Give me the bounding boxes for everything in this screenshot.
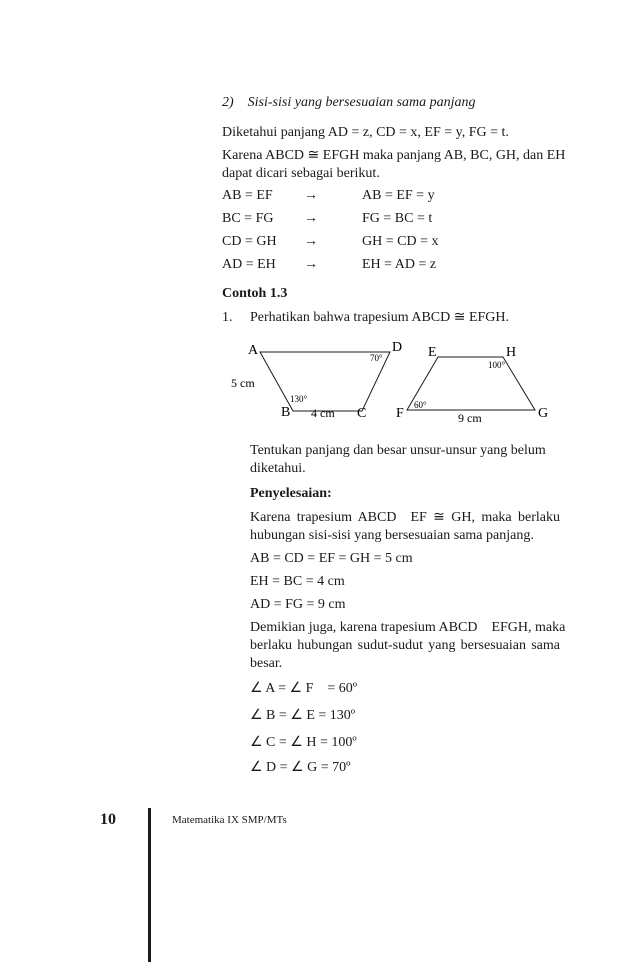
label-a: A <box>248 343 259 358</box>
arrow-icon: → <box>304 211 318 226</box>
angle-d-label: 70° <box>370 353 383 363</box>
angle-b-label: 130° <box>290 394 308 404</box>
row-right: AB = EF = y <box>362 188 435 203</box>
label-b: B <box>281 405 291 420</box>
solution-line-1: Karena trapesium ABCD EF ≅ GH, maka berlaku <box>250 510 560 525</box>
label-g: G <box>538 406 549 421</box>
angle-equation: ∠ D = ∠ G = 70º <box>250 760 351 775</box>
example-number: 1. <box>222 310 233 325</box>
angle-equation: ∠ A = ∠ F = 60º <box>250 681 358 696</box>
trapezoid-abcd <box>231 340 402 421</box>
angle-f-label: 60° <box>414 400 427 410</box>
arrow-icon: → <box>304 257 318 272</box>
demikian-line-2: berlaku hubungan sudut-sudut yang bersesuaian sama <box>250 638 560 653</box>
angle-equation: ∠ B = ∠ E = 130º <box>250 708 356 723</box>
angle-equation: ∠ C = ∠ H = 100º <box>250 735 357 750</box>
row-right: GH = CD = x <box>362 234 439 249</box>
book-title: Matematika IX SMP/MTs <box>172 814 287 826</box>
example-statement: Perhatikan bahwa trapesium ABCD ≅ EFGH. <box>250 310 510 325</box>
trapezoid-efgh <box>396 345 548 425</box>
demikian-line-1: Demikian juga, karena trapesium ABCD EFGH, maka <box>250 620 566 635</box>
arrow-icon: → <box>304 234 318 249</box>
row-left: AB = EF <box>222 188 273 203</box>
given-line: Diketahui panjang AD = z, CD = x, EF = y, FG = t. <box>222 125 509 140</box>
karena-line-2: dapat dicari sebagai berikut. <box>222 166 380 181</box>
karena-line-1: Karena ABCD ≅ EFGH maka panjang AB, BC, GH, dan EH <box>222 148 566 163</box>
question-line-1: Tentukan panjang dan besar unsur-unsur yang belum <box>250 443 546 458</box>
equation-1: AB = CD = EF = GH = 5 cm <box>250 551 413 566</box>
question-line-2: diketahui. <box>250 461 306 476</box>
solution-line-2: hubungan sisi-sisi yang bersesuaian sama panjang. <box>250 528 534 543</box>
equation-3: AD = FG = 9 cm <box>250 597 346 612</box>
row-left: AD = EH <box>222 257 276 272</box>
label-c: C <box>357 406 367 421</box>
label-d: D <box>392 340 403 355</box>
demikian-line-3: besar. <box>250 656 283 671</box>
label-e: E <box>428 345 437 360</box>
page-number: 10 <box>100 811 116 828</box>
row-right: EH = AD = z <box>362 257 437 272</box>
arrow-icon: → <box>304 188 318 203</box>
label-f: F <box>396 406 404 421</box>
side-fg-label: 9 cm <box>458 411 482 425</box>
row-left: CD = GH <box>222 234 277 249</box>
equation-2: EH = BC = 4 cm <box>250 574 345 589</box>
side-ab-label: 5 cm <box>231 376 255 390</box>
solution-title: Penyelesaian: <box>250 486 332 501</box>
row-left: BC = FG <box>222 211 274 226</box>
angle-h-label: 100° <box>488 360 506 370</box>
footer-divider <box>148 808 151 962</box>
label-h: H <box>506 345 517 360</box>
example-title: Contoh 1.3 <box>222 286 288 301</box>
trapezoid-figure <box>225 336 565 428</box>
row-right: FG = BC = t <box>362 211 433 226</box>
side-bc-label: 4 cm <box>311 406 335 420</box>
section-heading: 2) Sisi-sisi yang bersesuaian sama panjang <box>222 95 476 110</box>
